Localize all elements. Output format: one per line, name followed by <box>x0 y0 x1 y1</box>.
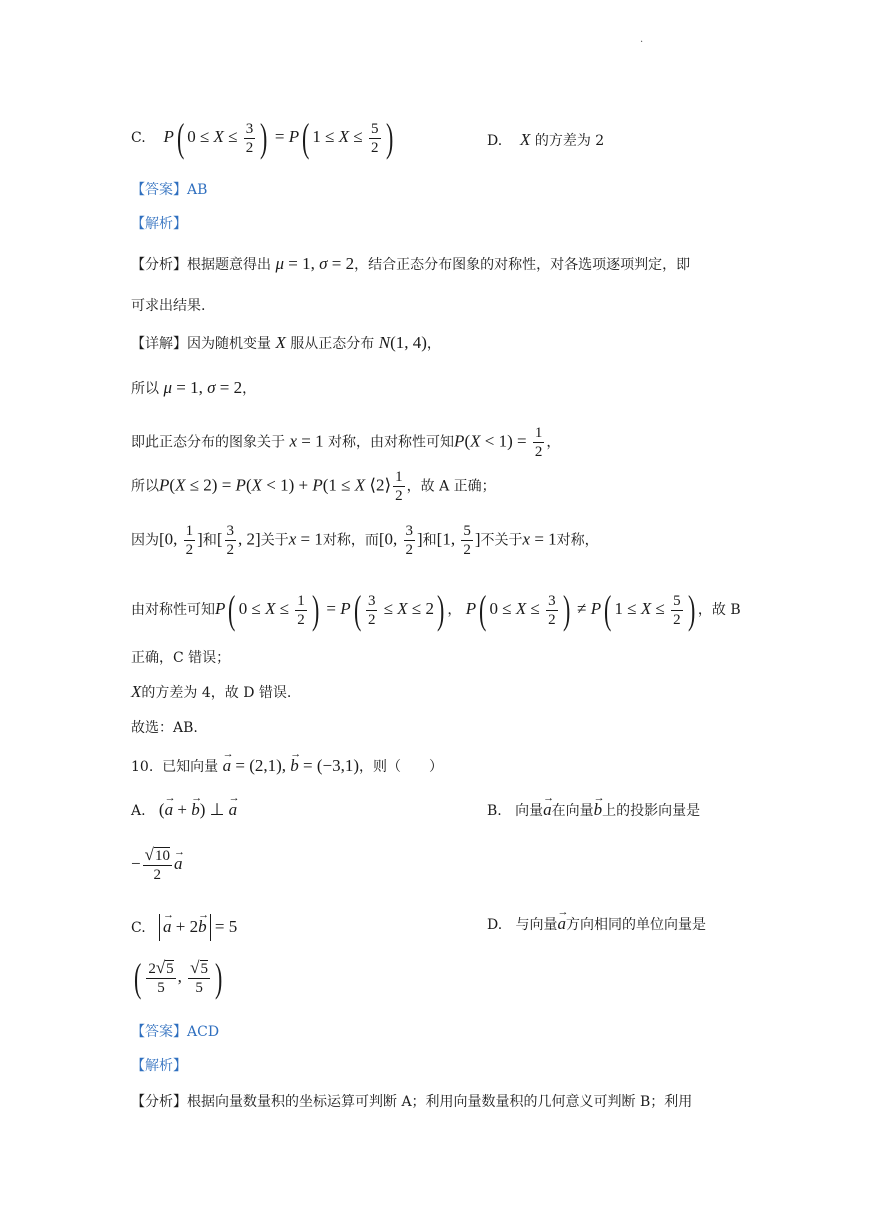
q9-symmetry: 即此正态分布的图象关于 x = 1 对称，由对称性可知P(X < 1) = $\frac{1}{2}$ ， <box>131 425 561 460</box>
q9-b-correct: 正确，C 错误； <box>131 650 231 666</box>
q9-choice: 故选：AB. <box>131 720 198 736</box>
q9-answer: 【答案】AB <box>131 182 208 198</box>
q10-option-d: D. 与向量→ a方向相同的单位向量是 <box>487 914 706 935</box>
q9-intervals: 因为[0, $\frac{1}{2}$ ]和[ $\frac{3}{2}$ , 2]关于x = 1对称，而[0, $\frac{3}{2}$ ]和[1, $\frac{5}{2}$ ]不关于x = 1对称， <box>131 523 599 558</box>
q9-conclusion-a: 所以P(X ≤ 2) = P(X < 1) + P(1 ≤ X ⟨2⟩ $\frac{1}{2}$ ，故 A 正确； <box>131 469 496 504</box>
q9-analysis: 【分析】根据题意得出 μ = 1, σ = 2，结合正态分布图象的对称性，对各选项逐项判定，即 <box>131 254 691 273</box>
q9-variance: X的方差为 4，故 D 错误. <box>131 682 292 701</box>
q10-option-b: B. 向量→ a在向量→ b上的投影向量是 <box>487 800 700 821</box>
q10-option-b-cont: − $\frac{√10}{2}$ → a <box>131 846 182 884</box>
q10-stem: 10. 已知向量 → a = (2,1), → b = (−3,1)，则（ ） <box>131 756 443 777</box>
q9-option-d: D. X 的方差为 2 <box>487 130 605 149</box>
q10-answer: 【答案】ACD <box>131 1024 220 1040</box>
q10-jiexi-heading: 【解析】 <box>131 1058 187 1074</box>
q10-analysis: 【分析】根据向量数量积的坐标运算可判断 A；利用向量数量积的几何意义可判断 B；利用 <box>131 1094 693 1110</box>
q9-symmetry-compare: 由对称性可知P( 0 ≤ X ≤ $\frac{1}{2}$ ) = P( $\frac{3}{2}$ ≤ X ≤ 2) ， P( 0 ≤ X ≤ $\frac{3}{2}$ ) ≠ P( 1 ≤ X ≤ $\frac{5}{2}$ ) ，故 B <box>131 587 741 632</box>
q10-option-c: C. → a + 2→ b = 5 <box>131 914 237 941</box>
q9-jiexi-heading: 【解析】 <box>131 216 187 232</box>
q9-option-c: C. P( 0 ≤ X ≤ $\frac{3}{2}$ ) = P( 1 ≤ X ≤ $\frac{5}{2}$ ) <box>131 115 393 160</box>
q9-mu-sigma: 所以 μ = 1, σ = 2， <box>131 378 257 397</box>
q10-option-a: A. (→ a + → b) ⊥ → a <box>131 800 237 821</box>
q10-option-d-cont: ( $\frac{2√5}{5}$ , $\frac{√5}{5}$ ) <box>133 955 223 1000</box>
page-marker: . <box>640 34 644 45</box>
q9-detail: 【详解】因为随机变量 X 服从正态分布 N(1, 4)， <box>131 333 441 352</box>
q9-analysis-cont: 可求出结果. <box>131 298 206 314</box>
